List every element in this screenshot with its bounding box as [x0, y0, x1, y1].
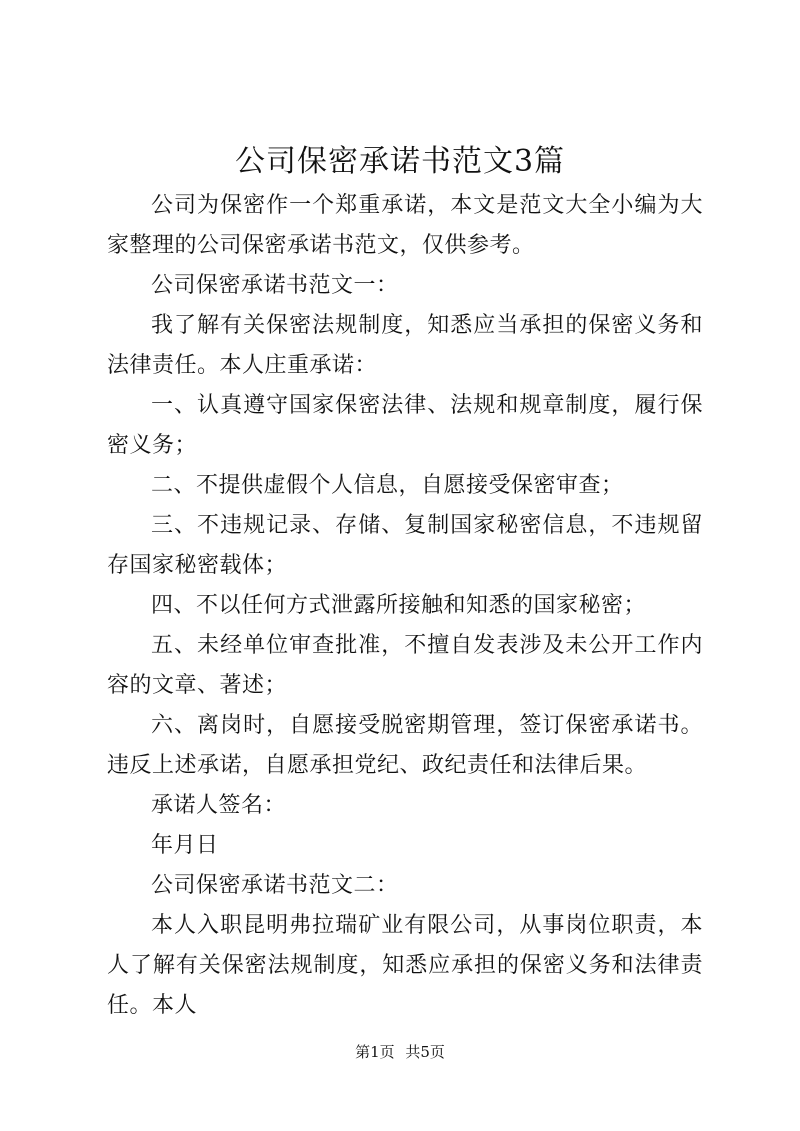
page-footer [0, 1040, 800, 1064]
paragraph-section-2-heading: 公司保密承诺书范文二： [151, 873, 399, 898]
paragraph-date: 年月日 [151, 833, 219, 858]
paragraph-pledge-intro: 我了解有关保密法规制度，知悉应当承担的保密义务和法律责任。本人庄重承诺： [107, 313, 703, 378]
document-body [107, 186, 703, 1026]
page-number: 第1页 [355, 1043, 395, 1061]
paragraph-section-1-heading: 公司保密承诺书范文一： [151, 273, 399, 298]
paragraph-item-3: 三、不违规记录、存储、复制国家秘密信息，不违规留存国家秘密载体； [107, 513, 703, 578]
paragraph-section-2-body: 本人入职昆明弗拉瑞矿业有限公司，从事岗位职责，本人了解有关保密法规制度，知悉应承担的保密义务和法律责任。本人 [107, 913, 703, 1018]
paragraph-item-1: 一、认真遵守国家保密法律、法规和规章制度，履行保密义务； [107, 393, 703, 458]
paragraph-intro: 公司为保密作一个郑重承诺，本文是范文大全小编为大家整理的公司保密承诺书范文，仅供参考。 [107, 193, 703, 258]
paragraph-item-4: 四、不以任何方式泄露所接触和知悉的国家秘密； [151, 593, 647, 618]
page-total: 共5页 [405, 1043, 445, 1061]
paragraph-item-2: 二、不提供虚假个人信息，自愿接受保密审查； [151, 473, 624, 498]
paragraph-item-6: 六、离岗时，自愿接受脱密期管理，签订保密承诺书。违反上述承诺，自愿承担党纪、政纪责任和法律后果。 [107, 713, 703, 778]
document-title: 公司保密承诺书范文3篇 [234, 144, 566, 179]
paragraph-signature: 承诺人签名： [151, 793, 287, 818]
paragraph-item-5: 五、未经单位审查批准，不擅自发表涉及未公开工作内容的文章、著述； [107, 633, 703, 698]
